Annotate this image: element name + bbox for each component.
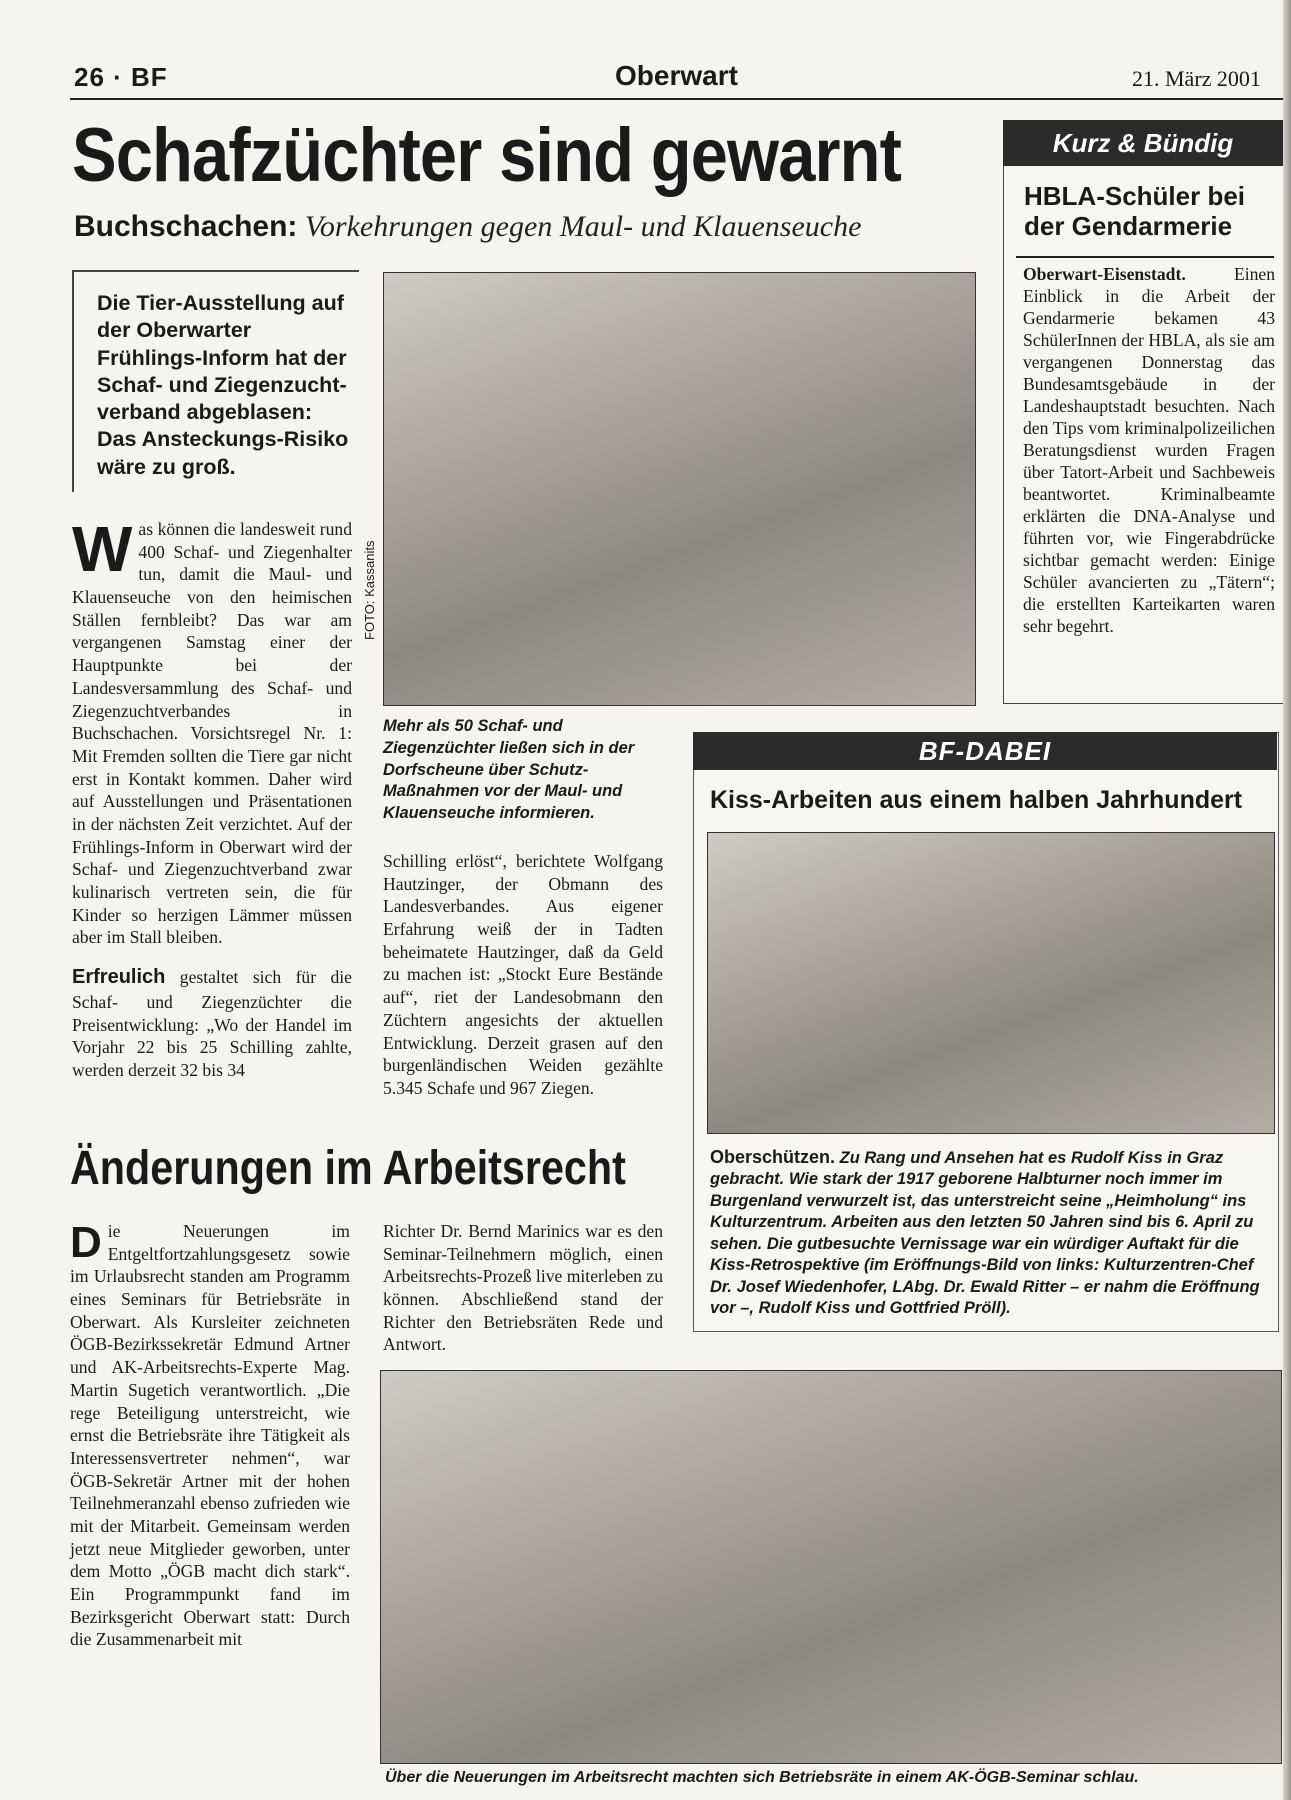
- bf-dabei-caption: [710, 1146, 1273, 1320]
- photo-credit: FOTO: Kassanits: [362, 540, 377, 640]
- group-photo-caption: Über die Neuerungen im Arbeitsrecht machten sich Betriebsräte in einem AK-ÖGB-Seminar schlau.: [385, 1769, 1139, 1786]
- article-lead: Die Tier-Ausstellung auf der Oberwarter Frühlings-Inform hat der Schaf- und Ziegenzucht-verband abgeblasen: Das Ansteckungs-Risiko wäre zu groß.: [97, 291, 349, 479]
- article-headline: Schafzüchter sind gewarnt: [72, 113, 902, 198]
- group-photo: [380, 1370, 1282, 1764]
- article-2-body-column-2: Richter Dr. Bernd Marinics war es den Seminar-Teilnehmern möglich, einen Arbeitsrechts-Prozeß live miterleben zu können. Abschließend stand der Richter den Betriebsräten Rede und Antwort.: [383, 1221, 663, 1355]
- sidebar-body: [1023, 264, 1275, 638]
- article-2-headline: Änderungen im Arbeitsrecht: [70, 1142, 626, 1195]
- paragraph: ie Neuerungen im Entgeltfortzahlungsgesetz sowie im Urlaubsrecht standen am Programm eines Seminars für Betriebsräte in Oberwart. Als Kursleiter zeichneten ÖGB-Bezirkssekretär Edmund Artner und AK-Arbeitsrechts-Experte Mag. Martin Sugetich verantwortlich. „Die rege Beteiligung unterstreicht, wie ernst die Betriebsräte ihre Tätigkeit als Interessensvertreter nehmen“, war ÖGB-Sekretär Artner mit der hohen Teilnehmeranzahl ebenso zufrieden wie mit der Mitarbeit. Gemeinsam werden jetzt neue Mitglieder geworben, unter dem Motto „ÖGB macht dich stark“. Ein Programmpunkt fand im Bezirksgericht Oberwart statt: Durch die Zusammenarbeit mit: [70, 1221, 350, 1650]
- article-body-column-2: Schilling erlöst“, berichtete Wolfgang Hautzinger, der Obmann des Landesverbandes. Aus eigener Erfahrung weiß der in Tadten beheimatete Hautzinger, daß da Geld zu machen ist: „Stockt Eure Bestände auf“, riet der Landesobmann den Züchtern angesichts der aktuellen Entwicklung. Derzeit grasen auf den burgenländischen Weiden gezählte 5.345 Schafe und 967 Ziegen.: [383, 851, 663, 1098]
- meeting-photo: [383, 272, 976, 706]
- paragraph: as können die landesweit rund 400 Schaf- und Ziegenhalter tun, damit die Maul- und Klauenseuche von den heimischen Ställen fernbleibt? Das war am vergangenen Samstag einer der Hauptpunkte bei der Landesversammlung des Schaf- und Ziegenzuchtverbandes in Buchschachen. Vorsichtsregel Nr. 1: Mit Fremden sollten die Tiere gar nicht erst in Kontakt kommen. Daher wird auf Ausstellungen und Präsentationen in der nächsten Zeit verzichtet. Auf der Frühlings-Inform in Oberwart wird der Schaf- und Ziegenzuchtverband zwar kulinarisch vertreten sein, die für Kinder so herzigen Lämmer müssen aber im Stall bleiben.: [72, 519, 352, 948]
- sidebar-title: HBLA-Schüler bei der Gendarmerie: [1024, 181, 1246, 241]
- bf-dabei-banner: BF-DABEI: [693, 732, 1277, 770]
- caption-place: Oberschützen.: [710, 1147, 836, 1167]
- article-2-body-column-1: [70, 1220, 350, 1651]
- section-title: Oberwart: [615, 60, 738, 91]
- run-in-heading: Erfreulich: [72, 966, 166, 989]
- subhead-place: Buchschachen:: [74, 210, 298, 243]
- subhead-text: Vorkehrungen gegen Maul- und Klauenseuche: [304, 210, 862, 243]
- article-subhead: [74, 210, 861, 243]
- issue-date: 21. März 2001: [1132, 66, 1261, 91]
- bf-dabei-title: Kiss-Arbeiten aus einem halben Jahrhundert: [710, 786, 1243, 814]
- paragraph-text: gestaltet sich für die Schaf- und Ziegenzüchter die Preisentwicklung: „Wo der Handel im Vorjahr 22 bis 25 Schilling zahlte, werden derzeit 32 bis 34: [72, 967, 352, 1080]
- sidebar-place: Oberwart-Eisenstadt.: [1023, 264, 1186, 284]
- article-body-column-1: [72, 513, 352, 1082]
- sidebar-banner: Kurz & Bündig: [1003, 120, 1283, 166]
- paragraph: [72, 965, 352, 1082]
- caption-text: Zu Rang und Ansehen hat es Rudolf Kiss in Graz gebracht. Wie stark der 1917 geborene Halbturner noch immer im Burgenland verwurzelt ist, das unterstreicht seine „Heimholung“ ins Kulturzentrum. Arbeiten aus den letzten 50 Jahren sind bis 6. April zu sehen. Die gutbesuchte Vernissage war ein würdiger Auftakt für die Kiss-Retrospektive (im Eröffnungs-Bild von links: Kulturzentren-Chef Dr. Josef Wiedenhofer, LAbg. Dr. Ewald Ritter – er nahm die Eröffnung vor –, Rudolf Kiss und Gottfried Pröll).: [710, 1149, 1260, 1318]
- page-gutter: [1283, 0, 1291, 1800]
- page-number: 26 · BF: [74, 62, 168, 92]
- sidebar-text: Einen Einblick in die Arbeit der Gendarmerie bekamen 43 SchülerInnen der HBLA, als sie am vergangenen Donnerstag das Bundesamtsgebäude in der Landeshauptstadt besuchten. Nach den Tips vom kriminalpolizeilichen Beratungsdienst wurden Fragen über Tatort-Arbeit und Sachbeweis beantwortet. Kriminalbeamte erklärten die DNA-Analyse und führten vor, wie Fingerabdrücke sichtbar gemacht werden: Einige Schüler avancierten zu „Tätern“; die erstellten Karteikarten waren sehr begehrt.: [1023, 264, 1275, 636]
- header-divider: [70, 98, 1285, 100]
- drop-cap: W: [72, 513, 133, 585]
- exhibition-photo: [707, 832, 1275, 1134]
- sidebar-divider: [1016, 256, 1274, 258]
- drop-cap: D: [70, 1218, 102, 1267]
- photo-caption: Mehr als 50 Schaf- und Ziegenzüchter ließen sich in der Dorfscheune über Schutz-Maßnahmen vor der Maul- und Klauenseuche informieren.: [383, 717, 635, 823]
